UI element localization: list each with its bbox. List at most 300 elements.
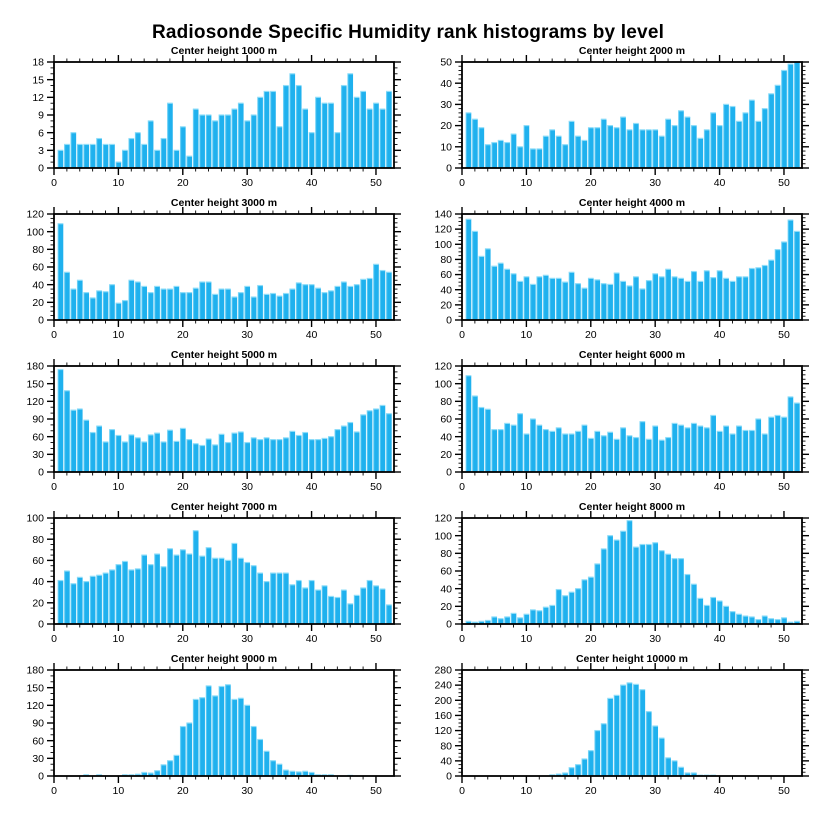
histogram-bar bbox=[64, 272, 70, 320]
y-tick-label: 80 bbox=[440, 254, 452, 267]
histogram-bar bbox=[697, 598, 703, 624]
histogram-bar bbox=[478, 256, 484, 320]
histogram-bar bbox=[749, 617, 755, 624]
histogram-bar bbox=[225, 560, 231, 624]
y-tick-label: 18 bbox=[32, 56, 44, 69]
histogram-bar bbox=[347, 604, 353, 624]
histogram-bar bbox=[212, 696, 218, 776]
histogram-bar bbox=[569, 434, 575, 472]
histogram-bar bbox=[582, 759, 588, 776]
histogram-bar bbox=[180, 127, 186, 168]
x-tick-label: 10 bbox=[112, 633, 125, 645]
histogram-bar bbox=[575, 136, 581, 168]
histogram-bar bbox=[386, 605, 392, 624]
histogram-bar bbox=[58, 224, 64, 320]
x-tick-label: 50 bbox=[370, 177, 382, 189]
histogram-bar bbox=[678, 425, 684, 472]
histogram-bar bbox=[193, 699, 199, 776]
histogram-bar bbox=[186, 554, 192, 624]
histogram-bar bbox=[730, 107, 736, 168]
histogram-bar bbox=[607, 536, 613, 624]
histogram-bar bbox=[504, 143, 510, 168]
histogram-bar bbox=[251, 438, 257, 472]
histogram-bar bbox=[380, 405, 386, 472]
histogram-bar bbox=[478, 128, 484, 168]
histogram-bar bbox=[231, 699, 237, 776]
histogram-bar bbox=[302, 588, 308, 624]
y-tick-label: 0 bbox=[446, 466, 452, 479]
histogram-bar bbox=[83, 420, 89, 472]
histogram-bar bbox=[186, 293, 192, 320]
y-tick-label: 40 bbox=[440, 77, 452, 90]
histogram-bar bbox=[607, 126, 613, 168]
x-tick-label: 30 bbox=[241, 329, 254, 341]
histogram-chart bbox=[408, 500, 816, 652]
y-tick-label: 40 bbox=[32, 576, 44, 589]
histogram-bar bbox=[77, 280, 83, 320]
y-tick-label: 120 bbox=[26, 395, 44, 408]
histogram-bar bbox=[193, 288, 199, 320]
histogram-bar bbox=[283, 86, 289, 168]
histogram-bar bbox=[697, 281, 703, 320]
y-tick-label: 40 bbox=[440, 583, 452, 596]
y-tick-label: 30 bbox=[32, 448, 44, 461]
histogram-bar bbox=[219, 686, 225, 776]
histogram-bar bbox=[755, 419, 761, 472]
y-tick-label: 80 bbox=[440, 547, 452, 560]
histogram-bar bbox=[601, 549, 607, 624]
histogram-bar bbox=[627, 521, 633, 624]
histogram-bar bbox=[491, 266, 497, 320]
histogram-bar bbox=[588, 751, 594, 776]
histogram-chart bbox=[0, 196, 408, 348]
x-tick-label: 0 bbox=[459, 177, 465, 189]
y-tick-label: 120 bbox=[26, 699, 44, 712]
x-tick-label: 0 bbox=[459, 329, 465, 341]
histogram-bar bbox=[691, 423, 697, 472]
histogram-bar bbox=[730, 612, 736, 624]
histogram-bar bbox=[315, 590, 321, 624]
histogram-bar bbox=[174, 555, 180, 624]
histogram-bar bbox=[296, 86, 302, 168]
histogram-bar bbox=[524, 277, 530, 320]
histogram-bar bbox=[569, 272, 575, 320]
histogram-bar bbox=[238, 432, 244, 472]
x-tick-label: 0 bbox=[51, 177, 57, 189]
histogram-bar bbox=[270, 761, 276, 776]
histogram-bar bbox=[511, 613, 517, 624]
histogram-bar bbox=[685, 428, 691, 472]
x-tick-label: 30 bbox=[241, 633, 254, 645]
y-tick-label: 180 bbox=[26, 360, 44, 373]
histogram-bar bbox=[277, 573, 283, 624]
subplot-7000m bbox=[0, 500, 408, 652]
histogram-bar bbox=[122, 561, 128, 624]
histogram-bar bbox=[251, 727, 257, 776]
x-tick-label: 30 bbox=[241, 177, 254, 189]
histogram-bar bbox=[678, 559, 684, 624]
histogram-bar bbox=[328, 437, 334, 472]
histogram-bar bbox=[736, 277, 742, 320]
histogram-bar bbox=[148, 435, 154, 472]
histogram-bar bbox=[199, 282, 205, 320]
histogram-bar bbox=[161, 289, 167, 320]
y-tick-label: 100 bbox=[434, 378, 452, 391]
histogram-bar bbox=[594, 564, 600, 624]
y-tick-label: 60 bbox=[32, 261, 44, 274]
histogram-bar bbox=[135, 133, 141, 168]
subplot-10000m bbox=[408, 652, 816, 804]
histogram-bar bbox=[556, 428, 562, 472]
histogram-bar bbox=[96, 291, 102, 320]
histogram-bar bbox=[103, 292, 109, 320]
histogram-bar bbox=[270, 294, 276, 321]
y-tick-label: 0 bbox=[446, 162, 452, 175]
histogram-bar bbox=[103, 144, 109, 168]
y-tick-label: 90 bbox=[32, 413, 44, 426]
histogram-bar bbox=[633, 684, 639, 776]
histogram-bar bbox=[238, 293, 244, 320]
histogram-bar bbox=[128, 570, 134, 624]
histogram-bar bbox=[148, 565, 154, 624]
histogram-bar bbox=[646, 439, 652, 472]
histogram-bar bbox=[386, 91, 392, 168]
histogram-bar bbox=[788, 64, 794, 168]
x-tick-label: 20 bbox=[176, 177, 189, 189]
histogram-bar bbox=[549, 130, 555, 168]
histogram-bar bbox=[135, 438, 141, 472]
histogram-bar bbox=[775, 85, 781, 168]
histogram-bar bbox=[517, 414, 523, 472]
histogram-bar bbox=[498, 140, 504, 168]
histogram-bar bbox=[601, 436, 607, 472]
y-tick-label: 9 bbox=[38, 109, 44, 122]
histogram-bar bbox=[659, 551, 665, 624]
histogram-bar bbox=[180, 293, 186, 320]
histogram-bar bbox=[309, 133, 315, 168]
histogram-bar bbox=[161, 139, 167, 168]
histogram-bar bbox=[652, 426, 658, 472]
x-tick-label: 40 bbox=[305, 633, 318, 645]
histogram-bar bbox=[322, 103, 328, 168]
x-tick-label: 50 bbox=[778, 177, 790, 189]
histogram-bar bbox=[723, 278, 729, 320]
x-tick-label: 10 bbox=[112, 177, 125, 189]
histogram-bar bbox=[524, 126, 530, 168]
y-tick-label: 140 bbox=[434, 208, 452, 221]
histogram-bar bbox=[264, 294, 270, 320]
histogram-bar bbox=[167, 761, 173, 776]
histogram-bar bbox=[77, 577, 83, 624]
histogram-bar bbox=[322, 438, 328, 472]
histogram-bar bbox=[231, 543, 237, 624]
x-tick-label: 10 bbox=[520, 633, 533, 645]
histogram-bar bbox=[283, 573, 289, 624]
histogram-bar bbox=[277, 440, 283, 472]
histogram-bar bbox=[335, 286, 341, 320]
subplot-title: Center height 1000 m bbox=[170, 45, 278, 57]
histogram-bar bbox=[264, 751, 270, 776]
histogram-bar bbox=[70, 584, 76, 624]
histogram-bar bbox=[257, 440, 263, 472]
y-tick-label: 120 bbox=[434, 360, 452, 373]
histogram-bar bbox=[109, 430, 115, 472]
histogram-bar bbox=[652, 274, 658, 320]
histogram-bar bbox=[549, 278, 555, 320]
subplot-title: Center height 10000 m bbox=[575, 653, 689, 665]
histogram-bar bbox=[373, 103, 379, 168]
histogram-bar bbox=[309, 440, 315, 472]
histogram-bar bbox=[90, 433, 96, 472]
histogram-bar bbox=[549, 605, 555, 624]
y-tick-label: 0 bbox=[446, 618, 452, 631]
histogram-chart bbox=[0, 348, 408, 500]
x-tick-label: 30 bbox=[649, 481, 662, 493]
histogram-bar bbox=[283, 438, 289, 472]
histogram-bar bbox=[646, 545, 652, 625]
histogram-bar bbox=[543, 136, 549, 168]
histogram-bar bbox=[639, 690, 645, 776]
y-tick-label: 60 bbox=[32, 431, 44, 444]
x-tick-label: 10 bbox=[520, 177, 533, 189]
histogram-bar bbox=[607, 432, 613, 472]
histogram-bar bbox=[174, 150, 180, 168]
histogram-bar bbox=[794, 403, 800, 472]
y-tick-label: 180 bbox=[26, 664, 44, 677]
histogram-bar bbox=[717, 601, 723, 624]
subplot-2000m bbox=[408, 44, 816, 196]
histogram-bar bbox=[517, 281, 523, 320]
y-tick-label: 50 bbox=[440, 56, 452, 69]
histogram-bar bbox=[562, 434, 568, 472]
histogram-bar bbox=[491, 430, 497, 472]
histogram-bar bbox=[103, 442, 109, 472]
histogram-bar bbox=[743, 616, 749, 624]
histogram-bar bbox=[135, 569, 141, 624]
histogram-bar bbox=[594, 431, 600, 472]
y-tick-label: 20 bbox=[440, 120, 452, 133]
histogram-bar bbox=[167, 103, 173, 168]
y-tick-label: 40 bbox=[440, 755, 452, 768]
histogram-bar bbox=[225, 115, 231, 168]
histogram-bar bbox=[582, 425, 588, 472]
x-tick-label: 50 bbox=[370, 481, 382, 493]
x-tick-label: 30 bbox=[241, 481, 254, 493]
y-tick-label: 120 bbox=[434, 725, 452, 738]
x-tick-label: 50 bbox=[370, 633, 382, 645]
histogram-bar bbox=[367, 278, 373, 320]
x-tick-label: 20 bbox=[584, 177, 597, 189]
histogram-bar bbox=[328, 103, 334, 168]
y-tick-label: 30 bbox=[440, 99, 452, 111]
subplot-title: Center height 8000 m bbox=[578, 501, 686, 513]
histogram-bar bbox=[251, 566, 257, 624]
y-tick-label: 60 bbox=[440, 269, 452, 282]
histogram-bar bbox=[717, 126, 723, 168]
histogram-chart bbox=[0, 500, 408, 652]
histogram-bar bbox=[620, 685, 626, 776]
y-tick-label: 200 bbox=[434, 694, 452, 707]
histogram-bar bbox=[206, 439, 212, 472]
histogram-bar bbox=[373, 586, 379, 624]
histogram-bar bbox=[109, 144, 115, 168]
y-tick-label: 0 bbox=[38, 162, 44, 175]
histogram-bar bbox=[659, 136, 665, 168]
histogram-bar bbox=[536, 425, 542, 472]
histogram-bar bbox=[309, 581, 315, 624]
histogram-bar bbox=[678, 278, 684, 320]
histogram-bar bbox=[206, 548, 212, 624]
histogram-bar bbox=[614, 128, 620, 168]
histogram-bar bbox=[219, 289, 225, 320]
y-tick-label: 120 bbox=[434, 223, 452, 236]
histogram-bar bbox=[511, 274, 517, 320]
histogram-bar bbox=[58, 150, 64, 168]
histogram-bar bbox=[186, 156, 192, 168]
histogram-bar bbox=[302, 285, 308, 320]
histogram-bar bbox=[109, 570, 115, 624]
histogram-bar bbox=[341, 86, 347, 168]
histogram-bar bbox=[627, 130, 633, 168]
histogram-bar bbox=[652, 130, 658, 168]
x-tick-label: 20 bbox=[176, 481, 189, 493]
histogram-bar bbox=[116, 435, 122, 472]
histogram-bar bbox=[103, 573, 109, 624]
histogram-bar bbox=[219, 115, 225, 168]
histogram-bar bbox=[736, 426, 742, 472]
histogram-bar bbox=[212, 558, 218, 624]
histogram-bar bbox=[161, 442, 167, 472]
histogram-bar bbox=[794, 62, 800, 168]
histogram-bar bbox=[530, 610, 536, 624]
histogram-bar bbox=[639, 422, 645, 472]
x-tick-label: 0 bbox=[51, 329, 57, 341]
histogram-bar bbox=[762, 434, 768, 472]
histogram-bar bbox=[70, 133, 76, 168]
histogram-bar bbox=[167, 549, 173, 624]
histogram-bar bbox=[730, 281, 736, 320]
histogram-bar bbox=[174, 755, 180, 776]
histogram-bar bbox=[472, 396, 478, 472]
histogram-bar bbox=[296, 435, 302, 472]
y-tick-label: 100 bbox=[26, 512, 44, 525]
histogram-bar bbox=[672, 559, 678, 624]
subplot-3000m bbox=[0, 196, 408, 348]
histogram-bar bbox=[575, 589, 581, 624]
histogram-bar bbox=[141, 442, 147, 472]
histogram-bar bbox=[665, 438, 671, 472]
histogram-bar bbox=[58, 581, 64, 624]
y-tick-label: 60 bbox=[32, 735, 44, 748]
histogram-bar bbox=[685, 281, 691, 320]
histogram-bar bbox=[556, 136, 562, 168]
histogram-bar bbox=[755, 121, 761, 168]
histogram-bar bbox=[225, 443, 231, 472]
histogram-bar bbox=[141, 144, 147, 168]
histogram-bar bbox=[257, 739, 263, 776]
histogram-bar bbox=[536, 277, 542, 320]
histogram-bar bbox=[277, 764, 283, 776]
x-tick-label: 40 bbox=[305, 481, 318, 493]
x-tick-label: 0 bbox=[459, 633, 465, 645]
histogram-bar bbox=[466, 376, 472, 472]
histogram-bar bbox=[639, 130, 645, 168]
histogram-bar bbox=[569, 768, 575, 776]
histogram-bar bbox=[491, 143, 497, 168]
histogram-bar bbox=[116, 565, 122, 624]
histogram-bar bbox=[128, 435, 134, 472]
histogram-bar bbox=[478, 408, 484, 472]
histogram-bar bbox=[244, 563, 250, 624]
histogram-bar bbox=[601, 284, 607, 320]
y-tick-label: 100 bbox=[434, 238, 452, 251]
histogram-bar bbox=[360, 91, 366, 168]
histogram-bar bbox=[659, 738, 665, 776]
histogram-bar bbox=[231, 109, 237, 168]
histogram-bar bbox=[309, 285, 315, 320]
y-tick-label: 240 bbox=[434, 679, 452, 692]
y-tick-label: 40 bbox=[440, 284, 452, 297]
x-tick-label: 10 bbox=[520, 481, 533, 493]
histogram-bar bbox=[386, 272, 392, 320]
histogram-bar bbox=[219, 434, 225, 472]
x-tick-label: 40 bbox=[713, 177, 726, 189]
histogram-bar bbox=[264, 91, 270, 168]
histogram-bar bbox=[154, 286, 160, 320]
page-title: Radiosonde Specific Humidity rank histograms by level bbox=[151, 22, 665, 43]
x-tick-label: 40 bbox=[305, 785, 318, 797]
histogram-bar bbox=[64, 571, 70, 624]
histogram-bar bbox=[270, 440, 276, 472]
subplot-title: Center height 6000 m bbox=[578, 349, 686, 361]
histogram-bar bbox=[569, 121, 575, 168]
histogram-bar bbox=[270, 91, 276, 168]
x-tick-label: 10 bbox=[520, 329, 533, 341]
histogram-bar bbox=[373, 409, 379, 472]
histogram-bar bbox=[517, 147, 523, 168]
histogram-bar bbox=[588, 577, 594, 624]
histogram-bar bbox=[794, 231, 800, 320]
subplot-1000m bbox=[0, 44, 408, 196]
histogram-bar bbox=[58, 370, 64, 472]
histogram-bar bbox=[244, 121, 250, 168]
histogram-bar bbox=[691, 126, 697, 168]
histogram-bar bbox=[749, 269, 755, 320]
histogram-bar bbox=[238, 698, 244, 776]
x-tick-label: 20 bbox=[584, 481, 597, 493]
histogram-bar bbox=[322, 293, 328, 320]
histogram-bar bbox=[380, 271, 386, 320]
histogram-bar bbox=[775, 250, 781, 320]
histogram-bar bbox=[549, 431, 555, 472]
x-tick-label: 30 bbox=[649, 177, 662, 189]
histogram-bar bbox=[736, 121, 742, 168]
histogram-bar bbox=[277, 296, 283, 320]
histogram-bar bbox=[161, 765, 167, 776]
histogram-bar bbox=[665, 119, 671, 168]
histogram-bar bbox=[665, 269, 671, 320]
y-tick-label: 60 bbox=[32, 555, 44, 567]
histogram-bar bbox=[730, 434, 736, 472]
histogram-bar bbox=[341, 426, 347, 472]
x-tick-label: 30 bbox=[649, 633, 662, 645]
histogram-bar bbox=[206, 282, 212, 320]
histogram-bar bbox=[64, 391, 70, 472]
histogram-bar bbox=[781, 70, 787, 168]
histogram-bar bbox=[109, 285, 115, 320]
y-tick-label: 12 bbox=[32, 91, 44, 104]
histogram-bar bbox=[601, 724, 607, 776]
